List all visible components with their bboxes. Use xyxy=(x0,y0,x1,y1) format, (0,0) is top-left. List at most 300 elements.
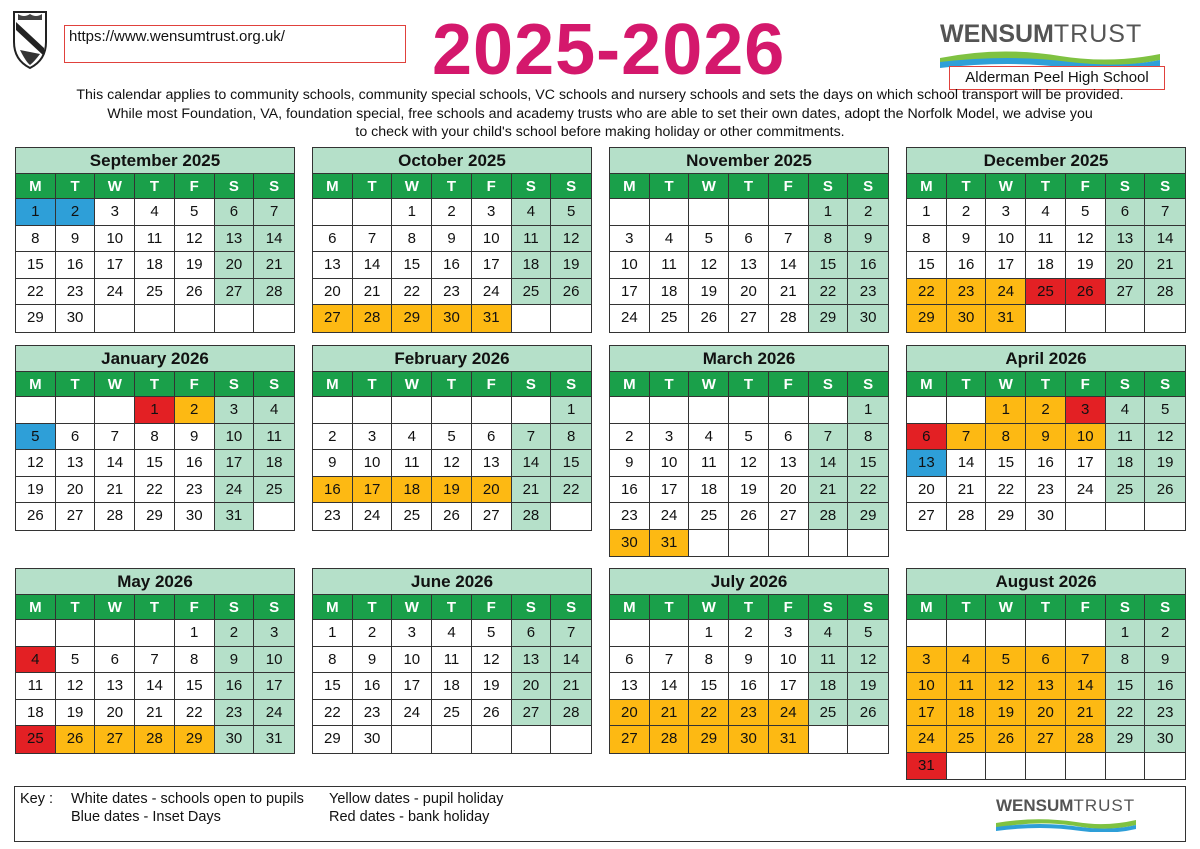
weekday-header: T xyxy=(432,174,472,199)
date-cell: 16 xyxy=(353,673,393,700)
date-cell: 18 xyxy=(689,477,729,504)
weekday-header: S xyxy=(809,174,849,199)
month-5 xyxy=(312,345,592,531)
empty-cell xyxy=(689,397,729,424)
month-grid xyxy=(610,372,888,556)
empty-cell xyxy=(689,199,729,226)
date-cell: 26 xyxy=(848,700,888,727)
date-cell: 24 xyxy=(353,503,393,530)
weekday-header: S xyxy=(215,372,255,397)
date-cell: 3 xyxy=(254,620,294,647)
weekday-header: S xyxy=(551,174,591,199)
date-cell: 29 xyxy=(986,503,1026,530)
month-grid xyxy=(610,174,888,332)
date-cell: 14 xyxy=(512,450,552,477)
date-cell: 3 xyxy=(650,424,690,451)
key-label: Key : xyxy=(20,791,54,807)
date-cell: 7 xyxy=(947,424,987,451)
date-cell: 15 xyxy=(135,450,175,477)
date-cell: 18 xyxy=(432,673,472,700)
date-cell: 6 xyxy=(215,199,255,226)
date-cell: 11 xyxy=(689,450,729,477)
date-cell: 30 xyxy=(432,305,472,332)
empty-cell xyxy=(947,753,987,780)
date-cell: 27 xyxy=(610,726,650,753)
date-cell: 23 xyxy=(1026,477,1066,504)
empty-cell xyxy=(215,305,255,332)
date-cell: 14 xyxy=(809,450,849,477)
intro-line: to check with your child's school before making holiday or other commitments. xyxy=(355,124,845,140)
month-7 xyxy=(906,345,1186,531)
date-cell: 1 xyxy=(907,199,947,226)
date-cell: 28 xyxy=(947,503,987,530)
date-cell: 4 xyxy=(16,647,56,674)
empty-cell xyxy=(551,503,591,530)
date-cell: 15 xyxy=(175,673,215,700)
date-cell: 22 xyxy=(986,477,1026,504)
date-cell: 6 xyxy=(907,424,947,451)
date-cell: 20 xyxy=(512,673,552,700)
date-cell: 9 xyxy=(947,226,987,253)
logo-bold-text: WENSUM xyxy=(996,796,1074,815)
weekday-header: T xyxy=(650,174,690,199)
date-cell: 7 xyxy=(95,424,135,451)
weekday-header: M xyxy=(610,372,650,397)
date-cell: 22 xyxy=(392,279,432,306)
date-cell: 23 xyxy=(215,700,255,727)
date-cell: 12 xyxy=(689,252,729,279)
month-10 xyxy=(609,568,889,754)
weekday-header: S xyxy=(512,174,552,199)
weekday-header: M xyxy=(313,595,353,620)
date-cell: 17 xyxy=(472,252,512,279)
month-title: July 2026 xyxy=(610,569,888,595)
date-cell: 10 xyxy=(95,226,135,253)
date-cell: 24 xyxy=(472,279,512,306)
weekday-header: T xyxy=(56,372,96,397)
date-cell: 21 xyxy=(551,673,591,700)
date-cell: 22 xyxy=(689,700,729,727)
date-cell: 4 xyxy=(650,226,690,253)
date-cell: 14 xyxy=(135,673,175,700)
empty-cell xyxy=(986,620,1026,647)
month-grid xyxy=(16,174,294,332)
date-cell: 18 xyxy=(254,450,294,477)
key-red-dates: Red dates - bank holiday xyxy=(329,809,490,825)
date-cell: 1 xyxy=(986,397,1026,424)
date-cell: 26 xyxy=(1145,477,1185,504)
month-2 xyxy=(609,147,889,333)
date-cell: 2 xyxy=(1026,397,1066,424)
crest-icon xyxy=(12,10,48,70)
date-cell: 23 xyxy=(56,279,96,306)
date-cell: 22 xyxy=(551,477,591,504)
date-cell: 14 xyxy=(551,647,591,674)
month-grid xyxy=(16,372,294,530)
date-cell: 12 xyxy=(432,450,472,477)
date-cell: 15 xyxy=(392,252,432,279)
date-cell: 27 xyxy=(56,503,96,530)
date-cell: 1 xyxy=(135,397,175,424)
key-yellow-dates: Yellow dates - pupil holiday xyxy=(329,791,504,807)
date-cell: 20 xyxy=(56,477,96,504)
website-url[interactable]: https://www.wensumtrust.org.uk/ xyxy=(64,25,406,63)
empty-cell xyxy=(1106,753,1146,780)
month-grid xyxy=(313,372,591,530)
date-cell: 25 xyxy=(1106,477,1146,504)
weekday-header: T xyxy=(650,372,690,397)
date-cell: 13 xyxy=(215,226,255,253)
date-cell: 26 xyxy=(472,700,512,727)
date-cell: 5 xyxy=(986,647,1026,674)
date-cell: 27 xyxy=(95,726,135,753)
key-white-dates: White dates - schools open to pupils xyxy=(71,791,304,807)
date-cell: 9 xyxy=(1026,424,1066,451)
date-cell: 8 xyxy=(848,424,888,451)
date-cell: 9 xyxy=(215,647,255,674)
date-cell: 30 xyxy=(215,726,255,753)
empty-cell xyxy=(392,397,432,424)
date-cell: 1 xyxy=(1106,620,1146,647)
date-cell: 8 xyxy=(907,226,947,253)
date-cell: 12 xyxy=(175,226,215,253)
date-cell: 24 xyxy=(1066,477,1106,504)
weekday-header: M xyxy=(313,174,353,199)
date-cell: 2 xyxy=(175,397,215,424)
month-title: September 2025 xyxy=(16,148,294,174)
date-cell: 23 xyxy=(175,477,215,504)
date-cell: 14 xyxy=(650,673,690,700)
date-cell: 7 xyxy=(809,424,849,451)
weekday-header: W xyxy=(689,372,729,397)
date-cell: 18 xyxy=(135,252,175,279)
date-cell: 24 xyxy=(215,477,255,504)
empty-cell xyxy=(472,726,512,753)
logo-wave-icon xyxy=(996,816,1136,832)
date-cell: 24 xyxy=(986,279,1026,306)
weekday-header: M xyxy=(16,595,56,620)
date-cell: 19 xyxy=(472,673,512,700)
date-cell: 16 xyxy=(313,477,353,504)
date-cell: 16 xyxy=(729,673,769,700)
date-cell: 10 xyxy=(907,673,947,700)
weekday-header: F xyxy=(769,372,809,397)
date-cell: 24 xyxy=(650,503,690,530)
date-cell: 15 xyxy=(689,673,729,700)
date-cell: 4 xyxy=(809,620,849,647)
weekday-header: T xyxy=(56,174,96,199)
date-cell: 24 xyxy=(907,726,947,753)
date-cell: 18 xyxy=(16,700,56,727)
date-cell: 21 xyxy=(947,477,987,504)
date-cell: 5 xyxy=(729,424,769,451)
empty-cell xyxy=(1145,305,1185,332)
date-cell: 2 xyxy=(848,199,888,226)
weekday-header: M xyxy=(907,372,947,397)
date-cell: 28 xyxy=(512,503,552,530)
date-cell: 1 xyxy=(392,199,432,226)
empty-cell xyxy=(95,620,135,647)
date-cell: 21 xyxy=(1145,252,1185,279)
date-cell: 10 xyxy=(610,252,650,279)
date-cell: 10 xyxy=(769,647,809,674)
date-cell: 11 xyxy=(512,226,552,253)
date-cell: 17 xyxy=(392,673,432,700)
date-cell: 2 xyxy=(432,199,472,226)
weekday-header: F xyxy=(175,372,215,397)
date-cell: 28 xyxy=(254,279,294,306)
empty-cell xyxy=(947,397,987,424)
date-cell: 27 xyxy=(1106,279,1146,306)
date-cell: 4 xyxy=(135,199,175,226)
date-cell: 4 xyxy=(254,397,294,424)
empty-cell xyxy=(1145,753,1185,780)
empty-cell xyxy=(848,726,888,753)
date-cell: 31 xyxy=(907,753,947,780)
date-cell: 7 xyxy=(1145,199,1185,226)
weekday-header: W xyxy=(95,174,135,199)
date-cell: 17 xyxy=(986,252,1026,279)
date-cell: 27 xyxy=(769,503,809,530)
date-cell: 27 xyxy=(907,503,947,530)
weekday-header: T xyxy=(56,595,96,620)
date-cell: 21 xyxy=(353,279,393,306)
empty-cell xyxy=(769,530,809,557)
month-title: January 2026 xyxy=(16,346,294,372)
date-cell: 9 xyxy=(175,424,215,451)
date-cell: 17 xyxy=(353,477,393,504)
empty-cell xyxy=(254,503,294,530)
date-cell: 30 xyxy=(848,305,888,332)
month-grid xyxy=(313,174,591,332)
date-cell: 9 xyxy=(729,647,769,674)
month-1 xyxy=(312,147,592,333)
date-cell: 10 xyxy=(353,450,393,477)
weekday-header: W xyxy=(986,595,1026,620)
date-cell: 12 xyxy=(729,450,769,477)
weekday-header: M xyxy=(16,372,56,397)
date-cell: 25 xyxy=(392,503,432,530)
date-cell: 25 xyxy=(947,726,987,753)
empty-cell xyxy=(16,397,56,424)
date-cell: 13 xyxy=(512,647,552,674)
date-cell: 25 xyxy=(432,700,472,727)
date-cell: 11 xyxy=(1106,424,1146,451)
date-cell: 23 xyxy=(353,700,393,727)
date-cell: 5 xyxy=(848,620,888,647)
date-cell: 29 xyxy=(848,503,888,530)
empty-cell xyxy=(1026,620,1066,647)
date-cell: 17 xyxy=(769,673,809,700)
date-cell: 11 xyxy=(392,450,432,477)
date-cell: 7 xyxy=(135,647,175,674)
date-cell: 14 xyxy=(254,226,294,253)
date-cell: 30 xyxy=(729,726,769,753)
date-cell: 8 xyxy=(16,226,56,253)
date-cell: 8 xyxy=(551,424,591,451)
date-cell: 31 xyxy=(254,726,294,753)
weekday-header: F xyxy=(472,174,512,199)
date-cell: 16 xyxy=(215,673,255,700)
date-cell: 26 xyxy=(729,503,769,530)
empty-cell xyxy=(1106,305,1146,332)
month-grid xyxy=(16,595,294,753)
weekday-header: W xyxy=(95,372,135,397)
date-cell: 5 xyxy=(1145,397,1185,424)
date-cell: 8 xyxy=(1106,647,1146,674)
weekday-header: W xyxy=(689,174,729,199)
date-cell: 18 xyxy=(392,477,432,504)
date-cell: 19 xyxy=(16,477,56,504)
date-cell: 16 xyxy=(56,252,96,279)
date-cell: 16 xyxy=(848,252,888,279)
date-cell: 19 xyxy=(432,477,472,504)
date-cell: 13 xyxy=(56,450,96,477)
weekday-header: W xyxy=(392,595,432,620)
weekday-header: T xyxy=(135,595,175,620)
date-cell: 22 xyxy=(135,477,175,504)
empty-cell xyxy=(729,530,769,557)
date-cell: 7 xyxy=(353,226,393,253)
date-cell: 10 xyxy=(254,647,294,674)
date-cell: 5 xyxy=(432,424,472,451)
empty-cell xyxy=(175,305,215,332)
month-title: December 2025 xyxy=(907,148,1185,174)
empty-cell xyxy=(1066,503,1106,530)
date-cell: 14 xyxy=(95,450,135,477)
date-cell: 6 xyxy=(1106,199,1146,226)
date-cell: 19 xyxy=(986,700,1026,727)
date-cell: 14 xyxy=(353,252,393,279)
empty-cell xyxy=(809,726,849,753)
date-cell: 19 xyxy=(689,279,729,306)
month-grid xyxy=(313,595,591,753)
date-cell: 29 xyxy=(16,305,56,332)
date-cell: 18 xyxy=(947,700,987,727)
empty-cell xyxy=(769,199,809,226)
empty-cell xyxy=(551,305,591,332)
date-cell: 26 xyxy=(551,279,591,306)
date-cell: 7 xyxy=(769,226,809,253)
weekday-header: T xyxy=(432,372,472,397)
date-cell: 13 xyxy=(95,673,135,700)
date-cell: 10 xyxy=(215,424,255,451)
date-cell: 16 xyxy=(1026,450,1066,477)
weekday-header: S xyxy=(1145,595,1185,620)
month-0 xyxy=(15,147,295,333)
date-cell: 10 xyxy=(392,647,432,674)
date-cell: 21 xyxy=(512,477,552,504)
date-cell: 30 xyxy=(56,305,96,332)
weekday-header: T xyxy=(135,372,175,397)
date-cell: 2 xyxy=(610,424,650,451)
date-cell: 24 xyxy=(392,700,432,727)
weekday-header: S xyxy=(551,595,591,620)
date-cell: 12 xyxy=(16,450,56,477)
weekday-header: T xyxy=(729,174,769,199)
weekday-header: T xyxy=(650,595,690,620)
month-title: November 2025 xyxy=(610,148,888,174)
empty-cell xyxy=(1066,753,1106,780)
date-cell: 4 xyxy=(512,199,552,226)
date-cell: 5 xyxy=(16,424,56,451)
weekday-header: M xyxy=(610,595,650,620)
intro-text xyxy=(20,86,1180,142)
weekday-header: W xyxy=(689,595,729,620)
weekday-header: S xyxy=(254,372,294,397)
date-cell: 4 xyxy=(947,647,987,674)
date-cell: 19 xyxy=(56,700,96,727)
month-9 xyxy=(312,568,592,754)
empty-cell xyxy=(313,199,353,226)
weekday-header: W xyxy=(95,595,135,620)
date-cell: 27 xyxy=(512,700,552,727)
weekday-header: S xyxy=(1106,174,1146,199)
empty-cell xyxy=(1066,305,1106,332)
date-cell: 21 xyxy=(254,252,294,279)
date-cell: 26 xyxy=(986,726,1026,753)
date-cell: 6 xyxy=(1026,647,1066,674)
empty-cell xyxy=(392,726,432,753)
date-cell: 25 xyxy=(809,700,849,727)
empty-cell xyxy=(907,620,947,647)
date-cell: 5 xyxy=(56,647,96,674)
empty-cell xyxy=(610,620,650,647)
date-cell: 19 xyxy=(729,477,769,504)
date-cell: 30 xyxy=(1145,726,1185,753)
month-grid xyxy=(907,372,1185,530)
date-cell: 12 xyxy=(56,673,96,700)
date-cell: 6 xyxy=(769,424,809,451)
weekday-header: T xyxy=(947,174,987,199)
date-cell: 22 xyxy=(907,279,947,306)
date-cell: 3 xyxy=(95,199,135,226)
date-cell: 28 xyxy=(1145,279,1185,306)
date-cell: 25 xyxy=(689,503,729,530)
month-11 xyxy=(906,568,1186,780)
date-cell: 11 xyxy=(254,424,294,451)
date-cell: 12 xyxy=(551,226,591,253)
date-cell: 23 xyxy=(610,503,650,530)
date-cell: 6 xyxy=(313,226,353,253)
month-4 xyxy=(15,345,295,531)
date-cell: 6 xyxy=(472,424,512,451)
empty-cell xyxy=(1066,620,1106,647)
month-8 xyxy=(15,568,295,754)
date-cell: 26 xyxy=(175,279,215,306)
month-grid xyxy=(610,595,888,753)
month-title: March 2026 xyxy=(610,346,888,372)
date-cell: 8 xyxy=(175,647,215,674)
weekday-header: S xyxy=(512,595,552,620)
weekday-header: S xyxy=(848,174,888,199)
date-cell: 8 xyxy=(313,647,353,674)
date-cell: 16 xyxy=(947,252,987,279)
date-cell: 30 xyxy=(1026,503,1066,530)
date-cell: 15 xyxy=(809,252,849,279)
date-cell: 19 xyxy=(848,673,888,700)
date-cell: 12 xyxy=(986,673,1026,700)
date-cell: 16 xyxy=(1145,673,1185,700)
empty-cell xyxy=(1026,305,1066,332)
date-cell: 7 xyxy=(254,199,294,226)
date-cell: 24 xyxy=(610,305,650,332)
date-cell: 30 xyxy=(353,726,393,753)
date-cell: 14 xyxy=(1145,226,1185,253)
date-cell: 27 xyxy=(215,279,255,306)
empty-cell xyxy=(729,397,769,424)
date-cell: 30 xyxy=(947,305,987,332)
